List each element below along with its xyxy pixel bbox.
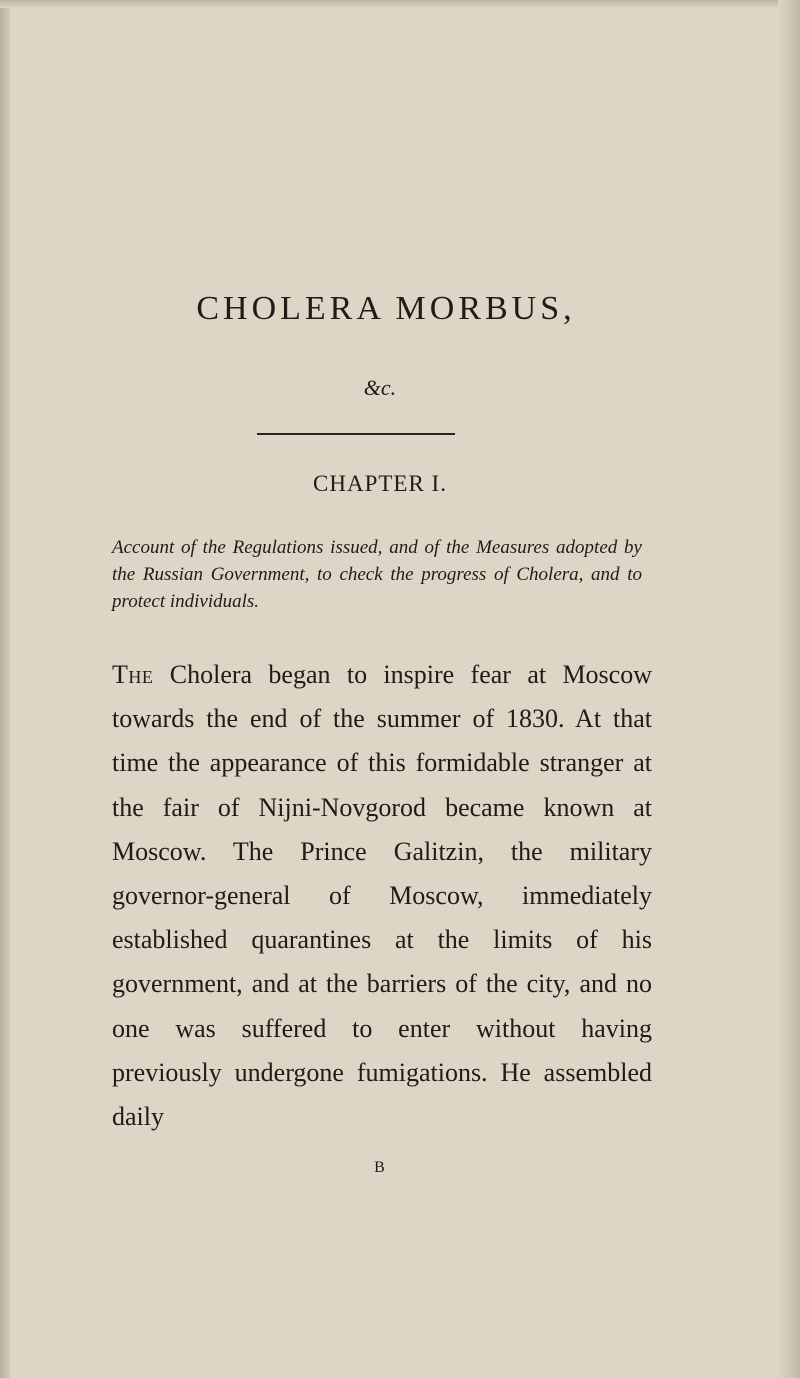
- chapter-summary: Account of the Regulations issued, and of the Measures adopted by the Russian Government, to check the progress of Cholera, and to protect individuals.: [112, 537, 642, 612]
- page-subtitle: &c.: [363, 375, 397, 400]
- page-top-shadow: [0, 0, 800, 8]
- body-paragraph: [112, 653, 652, 1139]
- chapter-heading: CHAPTER I.: [313, 471, 447, 496]
- page-edge: [778, 0, 800, 1378]
- signature-mark: B: [374, 1159, 386, 1176]
- page-title: CHOLERA MORBUS,: [196, 290, 576, 327]
- paragraph-lead-word: The: [112, 660, 154, 689]
- section-divider: [257, 433, 455, 435]
- paragraph-text: Cholera began to inspire fear at Moscow towards the end of the summer of 1830. At that time the appearance of this formidable stranger at the fair of Nijni-Novgorod became known at Moscow. The Prince Galitzin, the military governor-general of Moscow, immediately established quarantines at the limits of his government, and at the barriers of the city, and no one was suffered to enter without having previously undergone fumigations. He assembled daily: [112, 660, 652, 1132]
